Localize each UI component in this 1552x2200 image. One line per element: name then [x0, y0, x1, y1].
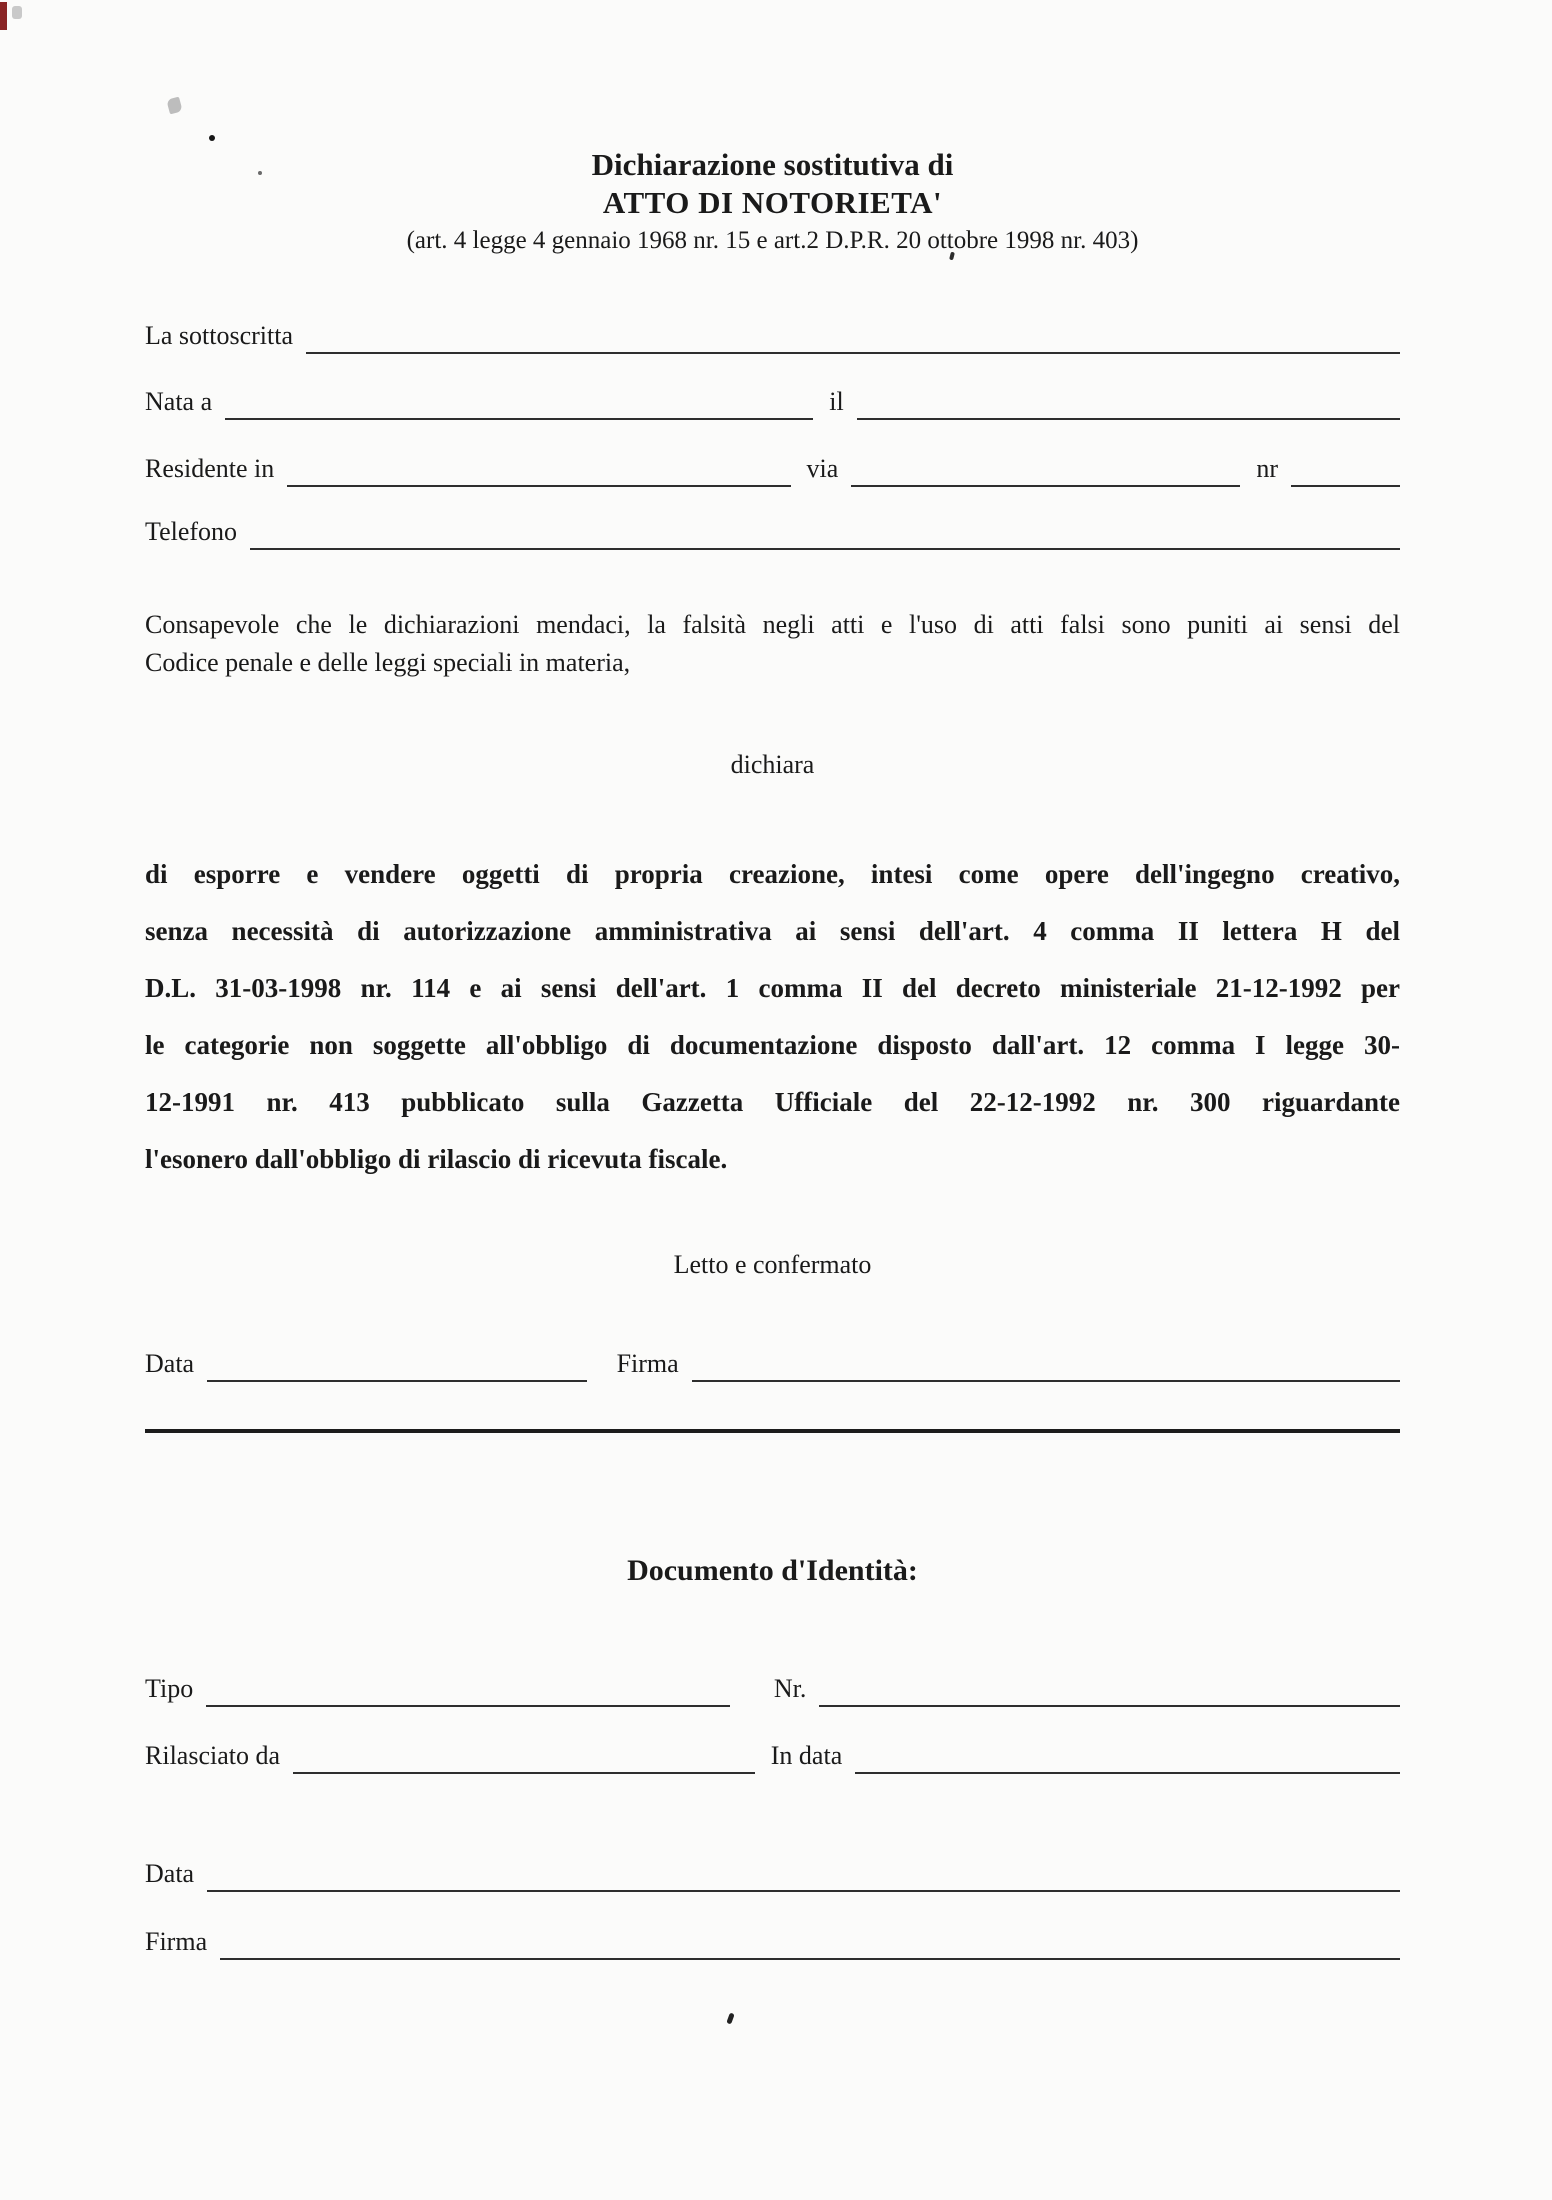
documento-heading: Documento d'Identità: — [627, 1554, 918, 1587]
row-rilasciato-indata — [145, 1740, 1400, 1774]
corner-scan-speck — [12, 6, 22, 19]
scan-speck — [726, 2012, 734, 2024]
via-line — [851, 477, 1240, 487]
scan-speck — [209, 135, 215, 141]
nata-a-label: Nata a — [145, 387, 213, 416]
telefono-label: Telefono — [145, 517, 238, 546]
residente-in-line — [287, 477, 790, 487]
row-firma-bottom — [145, 1926, 1400, 1960]
firma-bottom-line — [220, 1950, 1400, 1960]
declaration-line: le categorie non soggette all'obbligo di documentazione disposto dall'art. 12 comma I legge 30- — [145, 1030, 1400, 1060]
data-bottom-label: Data — [145, 1859, 195, 1888]
row-data-bottom — [145, 1858, 1400, 1892]
la-sottoscritta-label: La sottoscritta — [145, 321, 294, 350]
corner-scan-mark — [0, 2, 7, 30]
premise-line: Consapevole che le dichiarazioni mendaci, la falsità negli atti e l'uso di atti falsi sono puniti ai sensi del — [145, 610, 1400, 639]
dichiara-word: dichiara — [730, 750, 815, 779]
nr-label: nr — [1256, 454, 1279, 483]
il-line — [857, 410, 1400, 420]
residente-in-label: Residente in — [145, 454, 275, 483]
declaration-line: senza necessità di autorizzazione amministrativa ai sensi dell'art. 4 comma II lettera H del — [145, 916, 1400, 946]
declaration-paragraph — [145, 846, 1400, 1188]
data-line — [207, 1372, 586, 1382]
data-label: Data — [145, 1349, 195, 1378]
declaration-line: l'esonero dall'obbligo di rilascio di ricevuta fiscale. — [145, 1144, 728, 1174]
row-la-sottoscritta — [145, 320, 1400, 354]
premise-paragraph — [145, 606, 1400, 682]
tipo-label: Tipo — [145, 1674, 194, 1703]
in-data-line — [855, 1764, 1400, 1774]
row-data-firma — [145, 1348, 1400, 1382]
page-title-line1: Dichiarazione sostitutiva di — [591, 147, 954, 182]
firma-label: Firma — [616, 1349, 679, 1378]
nr-line — [1291, 477, 1400, 487]
row-residente-in — [145, 453, 1400, 487]
scan-speck — [166, 97, 182, 115]
premise-line: Codice penale e delle leggi speciali in materia, — [145, 648, 631, 677]
firma-line — [692, 1372, 1400, 1382]
tipo-line — [206, 1697, 730, 1707]
nr-doc-line — [819, 1697, 1400, 1707]
data-bottom-line — [207, 1882, 1400, 1892]
declaration-line: D.L. 31-03-1998 nr. 114 e ai sensi dell'art. 1 comma II del decreto ministeriale 21-12-1992 per — [145, 973, 1400, 1003]
via-label: via — [806, 454, 839, 483]
rilasciato-da-label: Rilasciato da — [145, 1741, 281, 1770]
il-label: il — [829, 387, 844, 416]
in-data-label: In data — [770, 1741, 843, 1770]
la-sottoscritta-line — [306, 344, 1400, 354]
title-block — [145, 146, 1400, 260]
firma-bottom-label: Firma — [145, 1927, 208, 1956]
page-title-line2: ATTO DI NOTORIETA' — [602, 185, 943, 220]
row-nata-a — [145, 386, 1400, 420]
declaration-line: di esporre e vendere oggetti di propria creazione, intesi come opere dell'ingegno creativo, — [145, 859, 1400, 889]
letto-e-confermato: Letto e confermato — [673, 1250, 872, 1279]
row-tipo-nr — [145, 1673, 1400, 1707]
nata-a-line — [225, 410, 813, 420]
rilasciato-da-line — [293, 1764, 755, 1774]
nr-doc-label: Nr. — [773, 1674, 807, 1703]
page-title-subtitle: (art. 4 legge 4 gennaio 1968 nr. 15 e art.2 D.P.R. 20 ottobre 1998 nr. 403) — [406, 227, 1139, 254]
row-telefono — [145, 516, 1400, 550]
telefono-line — [250, 540, 1400, 550]
section-divider — [145, 1429, 1400, 1433]
declaration-line: 12-1991 nr. 413 pubblicato sulla Gazzetta Ufficiale del 22-12-1992 nr. 300 riguardante — [145, 1087, 1400, 1117]
